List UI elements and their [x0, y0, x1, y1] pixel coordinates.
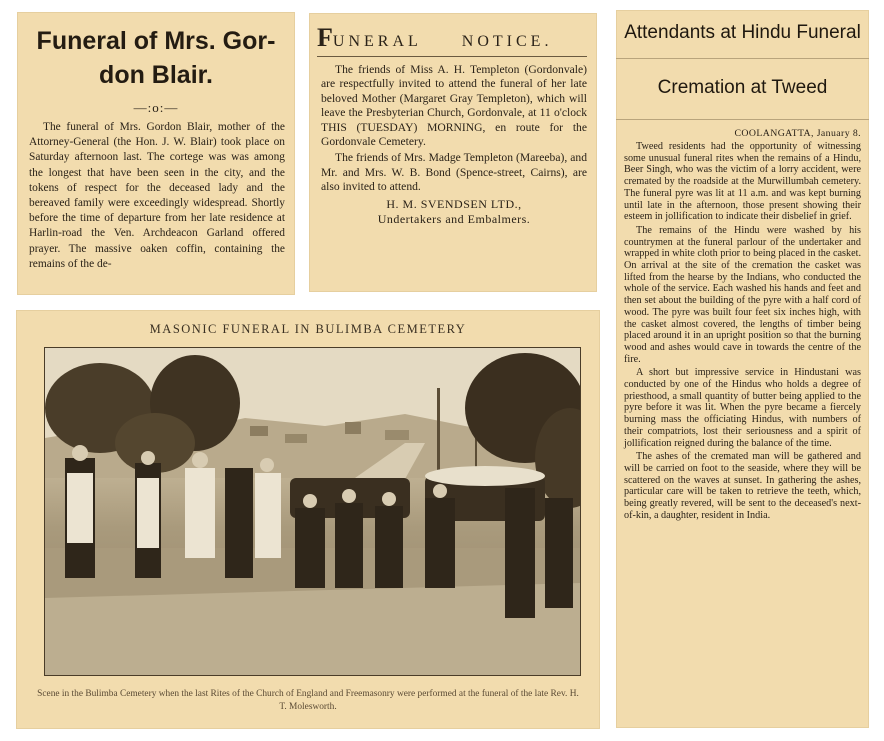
notice-drop-letter: F — [317, 23, 333, 52]
cemetery-photograph — [44, 347, 581, 676]
blair-article-body: The funeral of Mrs. Gordon Blair, mother of the Attorney-General (the Hon. J. W. Blair) took place on Saturday afternoon last. The cortege was was among the longest that have been seen in the city, and the tokens of respect for the deceased lady and the bereaved family were exceedingly widespread. Shortly before the time of departure from her late residence at Harlin-road the Ven. Archdeacon Garland offered prayer. The massive oaken coffin, containing the remains of the de- — [29, 121, 285, 270]
hindu-paragraph-1: Tweed residents had the opportunity of witnessing some unusual funeral rites when the remains of a Hindu, Beer Singh, who was the victim of a lorry accident, were cremated by the roadside at the Murwillumbah cemetery. The funeral pyre was lit at 11 a.m. and was kept burning until late in the afternoon, those present showing their esteem in jollification to indicate their disbelief in grief. — [624, 141, 861, 223]
photograph-scene — [45, 348, 580, 675]
notice-headline-word2: NOTICE. — [461, 33, 553, 50]
headline-rule — [317, 56, 587, 57]
hindu-headline: Attendants at Hindu Funeral — [616, 10, 869, 59]
notice-headline — [317, 23, 587, 57]
undertaker-title: Undertakers and Embalmers. — [377, 211, 531, 226]
hindu-article-body — [624, 141, 861, 522]
blair-headline: Funeral of Mrs. Gor- don Blair. — [36, 27, 276, 89]
ornament-divider: —:o:— — [133, 100, 179, 115]
notice-paragraph-1: The friends of Miss A. H. Templeton (Gordonvale) are respectfully invited to attend the funeral of her late beloved Mother (Margaret Gray Templeton), which will leave the Presbyterian Church, Gordonvale, at 11 o'clock THIS (TUESDAY) MORNING, en route for the Gordonvale Cemetery. — [321, 63, 587, 149]
dateline: COOLANGATTA, January 8. — [734, 128, 861, 139]
notice-body — [321, 63, 587, 227]
photo-caption: Scene in the Bulimba Cemetery when the last Rites of the Church of England and Freemasonry were performed at the funeral of the late Rev. H. T. Molesworth. — [37, 689, 579, 712]
hindu-paragraph-2: The remains of the Hindu were washed by his countrymen at the funeral parlour of the undertaker and wrapped in white cloth prior to being placed in the casket. On arrival at the site of the cremation the casket was lifted from the hearse by the Indians, who conducted the whole of the service. Each washed his hands and feet and then set about the building of the pyre with a half cord of wood. The pyre was built four feet six inches high, with the casket almost covered, the lengths of timber being placed around it in an upright position so that the burning wood and ashes would cave in towards the centre of the fire. — [624, 224, 861, 365]
clipping-blair-funeral — [17, 12, 295, 295]
notice-paragraph-2: The friends of Mrs. Madge Templeton (Mareeba), and Mr. and Mrs. W. B. Bond (Spence-street, Cairns), are also invited to attend. — [321, 151, 587, 194]
cremation-subheadline: Cremation at Tweed — [616, 59, 869, 120]
undertaker-name: H. M. SVENDSEN LTD., — [386, 196, 522, 211]
hindu-paragraph-3: A short but impressive service in Hindustani was conducted by one of the Hindus who holds a degree of priesthood, a small quantity of butter being applied to the pyre before it was lit. When the pyre became a fiercely burning mass the officiating Hindus, with numbers of their compatriots, lost their seriousness and a spirit of jollification reigned during the balance of the time. — [624, 367, 861, 449]
notice-headline-word1: UNERAL — [332, 33, 422, 50]
clipping-hindu-funeral — [616, 10, 869, 728]
clipping-funeral-notice — [309, 13, 597, 292]
hindu-paragraph-4: The ashes of the cremated man will be gathered and will be carried on foot to the seaside, where they will be scattered on the waves at sunset. In gathering the ashes, particular care will be taken to retrieve the teeth, which, being greatly revered, will be sent to the deceased's next-of-kin, a daughter, resident in India. — [624, 451, 861, 521]
clipping-masonic-funeral — [16, 310, 600, 729]
masonic-headline: MASONIC FUNERAL IN BULIMBA CEMETERY — [149, 322, 467, 336]
